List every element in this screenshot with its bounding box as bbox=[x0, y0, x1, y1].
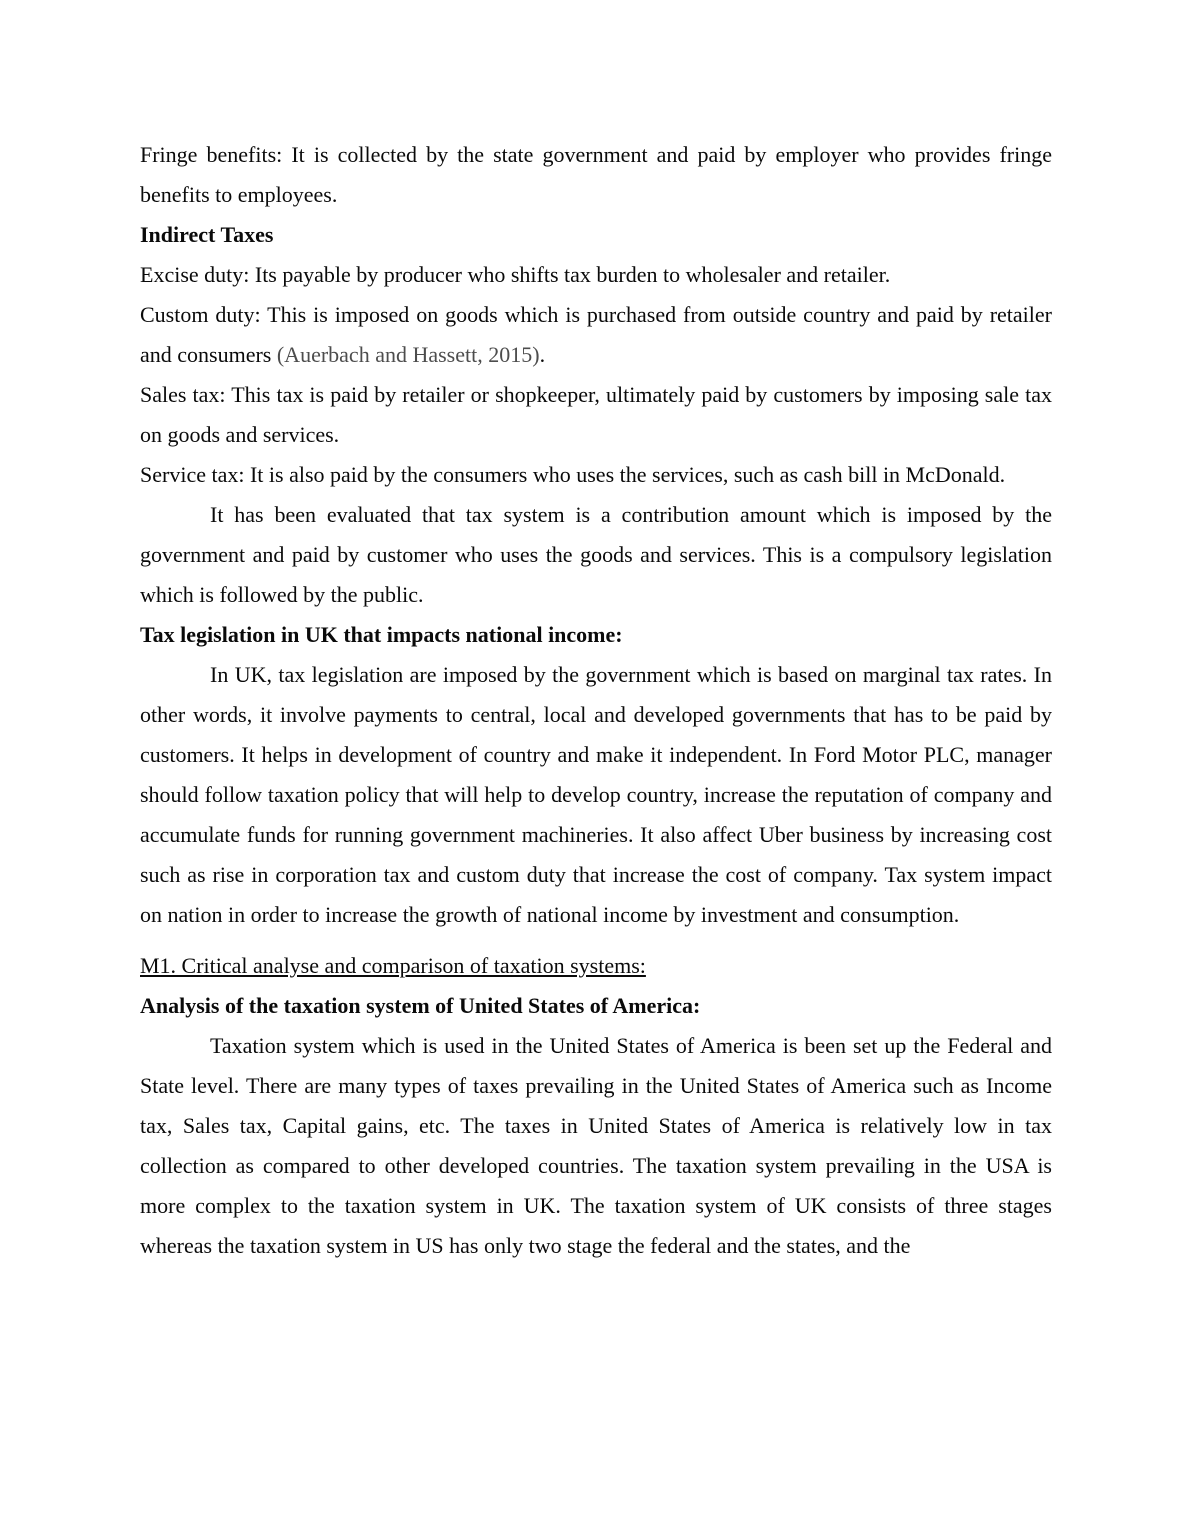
heading-tax-legislation-uk: Tax legislation in UK that impacts national income: bbox=[140, 622, 623, 647]
paragraph-excise-duty: Excise duty: Its payable by producer who shifts tax burden to wholesaler and retailer. bbox=[140, 262, 891, 287]
heading-analysis-usa-taxation: Analysis of the taxation system of United States of America: bbox=[140, 993, 701, 1018]
document-content bbox=[140, 135, 1052, 1266]
heading-indirect-taxes: Indirect Taxes bbox=[140, 222, 274, 247]
paragraph-usa-taxation-system: Taxation system which is used in the United States of America is been set up the Federal and State level. There are many types of taxes prevailing in the United States of America such as Income tax, Sales tax, Capital gains, etc. The taxes in United States of America is relatively low in tax collection as compared to other developed countries. The taxation system prevailing in the USA is more complex to the taxation system in UK. The taxation system of UK consists of three stages whereas the taxation system in US has only two stage the federal and the states, and the bbox=[140, 1033, 1052, 1258]
citation-auerbach-hassett: (Auerbach and Hassett, 2015) bbox=[276, 342, 540, 367]
paragraph-service-tax: Service tax: It is also paid by the consumers who uses the services, such as cash bill in McDonald. bbox=[140, 462, 1006, 487]
paragraph-tax-system-evaluation: It has been evaluated that tax system is a contribution amount which is imposed by the government and paid by customer who uses the goods and services. This is a compulsory legislation which is followed by the public. bbox=[140, 502, 1052, 607]
paragraph-uk-tax-legislation: In UK, tax legislation are imposed by the government which is based on marginal tax rates. In other words, it involve payments to central, local and developed governments that has to be paid by customers. It helps in development of country and make it independent. In Ford Motor PLC, manager should follow taxation policy that will help to develop country, increase the reputation of company and accumulate funds for running government machineries. It also affect Uber business by increasing cost such as rise in corporation tax and custom duty that increase the cost of company. Tax system impact on nation in order to increase the growth of national income by investment and consumption. bbox=[140, 662, 1052, 927]
paragraph-custom-duty-text: Custom duty: This is imposed on goods which is purchased from outside country and paid by retailer and consumers bbox=[140, 302, 1052, 367]
paragraph-fringe-benefits: Fringe benefits: It is collected by the state government and paid by employer who provides fringe benefits to employees. bbox=[140, 142, 1052, 207]
paragraph-sales-tax: Sales tax: This tax is paid by retailer or shopkeeper, ultimately paid by customers by imposing sale tax on goods and services. bbox=[140, 382, 1052, 447]
heading-m1-critical-analyse: M1. Critical analyse and comparison of taxation systems: bbox=[140, 953, 646, 978]
paragraph-custom-duty bbox=[140, 295, 1052, 375]
paragraph-custom-duty-period: . bbox=[539, 342, 546, 367]
